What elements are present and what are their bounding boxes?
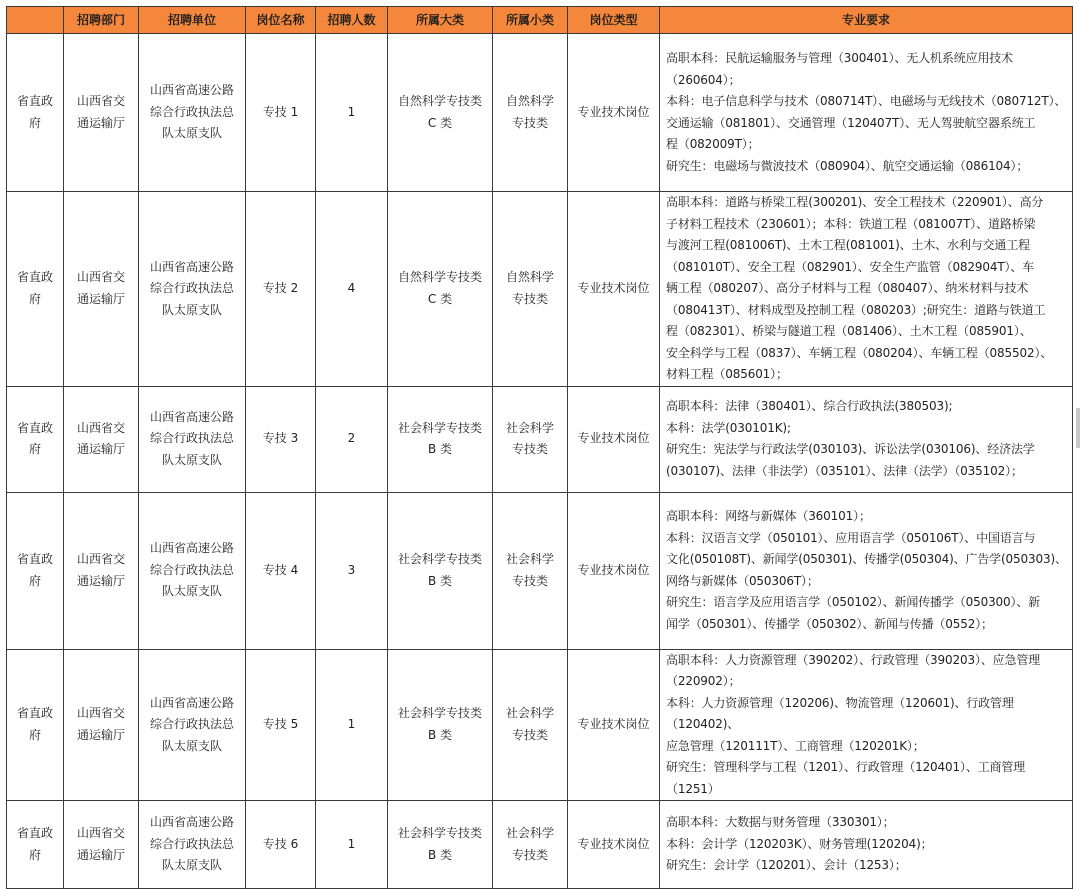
post-type-cell: 专业技术岗位 (568, 801, 660, 889)
level-cell: 省直政 府 (7, 34, 64, 192)
minor-category-cell: 社会科学 专技类 (493, 801, 568, 889)
minor-category-cell: 自然科学 专技类 (493, 34, 568, 192)
header-cell-unit: 招聘单位 (139, 7, 246, 34)
dept-cell: 山西省交 通运输厅 (64, 386, 139, 492)
level-cell: 省直政 府 (7, 492, 64, 649)
count-cell: 1 (316, 649, 388, 801)
count-cell: 3 (316, 492, 388, 649)
dept-cell: 山西省交 通运输厅 (64, 34, 139, 192)
post-cell: 专技 4 (246, 492, 316, 649)
dept-cell: 山西省交 通运输厅 (64, 801, 139, 889)
level-cell: 省直政 府 (7, 192, 64, 387)
table-row (7, 192, 1073, 387)
level-cell: 省直政 府 (7, 801, 64, 889)
table-row (7, 492, 1073, 649)
requirement-cell: 高职本科：人力资源管理（390202）、行政管理（390203）、应急管理 （220902）； 本科：人力资源管理（120206)、物流管理（120601)、行政管理（120402)、 应急管理（120111T）、工商管理（120201K）； 研究生：管理科学与工程（1201）、行政管理（120401）、工商管理（1251） (660, 649, 1073, 801)
level-cell: 省直政 府 (7, 386, 64, 492)
major-category-cell: 自然科学专技类 C 类 (388, 192, 493, 387)
post-type-cell: 专业技术岗位 (568, 386, 660, 492)
header-cell-count: 招聘人数 (316, 7, 388, 34)
table-row (7, 386, 1073, 492)
post-cell: 专技 3 (246, 386, 316, 492)
table-row (7, 801, 1073, 889)
header-cell-dept: 招聘部门 (64, 7, 139, 34)
major-category-cell: 社会科学专技类 B 类 (388, 801, 493, 889)
post-cell: 专技 6 (246, 801, 316, 889)
requirement-cell: 高职本科：道路与桥梁工程(300201)、安全工程技术（220901）、高分 子材料工程技术（230601）；本科：铁道工程（081007T）、道路桥梁 与渡河工程(081006T)、土木工程(081001)、土木、水利与交通工程 （081010T）、安全工程（082901）、安全生产监管（082904T）、车 辆工程（080207）、高分子材料与工程（080407）、纳米材料与技术 （080413T）、材料成型及控制工程（080203）;研究生：道路与铁道工 程（082301）、桥梁与隧道工程（081406）、土木工程（085901）、 安全科学与工程（0837）、车辆工程（080204）、车辆工程（085502）、 材料工程（085601）； (660, 192, 1073, 387)
unit-cell: 山西省高速公路 综合行政执法总 队太原支队 (139, 649, 246, 801)
requirement-cell: 高职本科：法律（380401）、综合行政执法(380503); 本科：法学(030101K); 研究生：宪法学与行政法学(030103)、诉讼法学(030106)、经济法学 (030107)、法律（非法学）（035101）、法律（法学）（035102）； (660, 386, 1073, 492)
header-cell-requirement: 专业要求 (660, 7, 1073, 34)
level-cell: 省直政 府 (7, 649, 64, 801)
recruitment-table-container (6, 6, 1073, 889)
count-cell: 2 (316, 386, 388, 492)
requirement-cell: 高职本科：大数据与财务管理（330301）； 本科：会计学（120203K）、财务管理(120204)； 研究生：会计学（120201）、会计（1253）； (660, 801, 1073, 889)
minor-category-cell: 社会科学 专技类 (493, 649, 568, 801)
unit-cell: 山西省高速公路 综合行政执法总 队太原支队 (139, 386, 246, 492)
minor-category-cell: 社会科学 专技类 (493, 492, 568, 649)
header-row (7, 7, 1073, 34)
post-cell: 专技 2 (246, 192, 316, 387)
table-row (7, 649, 1073, 801)
post-type-cell: 专业技术岗位 (568, 34, 660, 192)
dept-cell: 山西省交 通运输厅 (64, 492, 139, 649)
post-cell: 专技 1 (246, 34, 316, 192)
unit-cell: 山西省高速公路 综合行政执法总 队太原支队 (139, 192, 246, 387)
header-cell-minor-category: 所属小类 (493, 7, 568, 34)
requirement-cell: 高职本科：民航运输服务与管理（300401）、无人机系统应用技术 （260604）； 本科：电子信息科学与技术（080714T）、电磁场与无线技术（080712T）、 交通运输（081801）、交通管理（120407T）、无人驾驶航空器系统工 程（082009T）； 研究生：电磁场与微波技术（080904）、航空交通运输（086104）； (660, 34, 1073, 192)
major-category-cell: 社会科学专技类 B 类 (388, 386, 493, 492)
major-category-cell: 社会科学专技类 B 类 (388, 492, 493, 649)
scroll-edge-indicator (1076, 408, 1080, 448)
unit-cell: 山西省高速公路 综合行政执法总 队太原支队 (139, 801, 246, 889)
header-cell-major-category: 所属大类 (388, 7, 493, 34)
header-cell-level (7, 7, 64, 34)
post-type-cell: 专业技术岗位 (568, 192, 660, 387)
header-cell-post-type: 岗位类型 (568, 7, 660, 34)
minor-category-cell: 社会科学 专技类 (493, 386, 568, 492)
count-cell: 1 (316, 801, 388, 889)
unit-cell: 山西省高速公路 综合行政执法总 队太原支队 (139, 34, 246, 192)
unit-cell: 山西省高速公路 综合行政执法总 队太原支队 (139, 492, 246, 649)
post-type-cell: 专业技术岗位 (568, 649, 660, 801)
dept-cell: 山西省交 通运输厅 (64, 649, 139, 801)
requirement-cell: 高职本科：网络与新媒体（360101）； 本科：汉语言文学（050101）、应用语言学（050106T）、中国语言与 文化(050108T)、新闻学(050301)、传播学(050304)、广告学(050303)、 网络与新媒体（050306T）； 研究生：语言学及应用语言学（050102）、新闻传播学（050300）、新 闻学（050301）、传播学（050302）、新闻与传播（0552）； (660, 492, 1073, 649)
major-category-cell: 社会科学专技类 B 类 (388, 649, 493, 801)
count-cell: 4 (316, 192, 388, 387)
major-category-cell: 自然科学专技类 C 类 (388, 34, 493, 192)
table-row (7, 34, 1073, 192)
header-cell-post: 岗位名称 (246, 7, 316, 34)
minor-category-cell: 自然科学 专技类 (493, 192, 568, 387)
recruitment-table (6, 6, 1073, 889)
dept-cell: 山西省交 通运输厅 (64, 192, 139, 387)
post-cell: 专技 5 (246, 649, 316, 801)
post-type-cell: 专业技术岗位 (568, 492, 660, 649)
count-cell: 1 (316, 34, 388, 192)
